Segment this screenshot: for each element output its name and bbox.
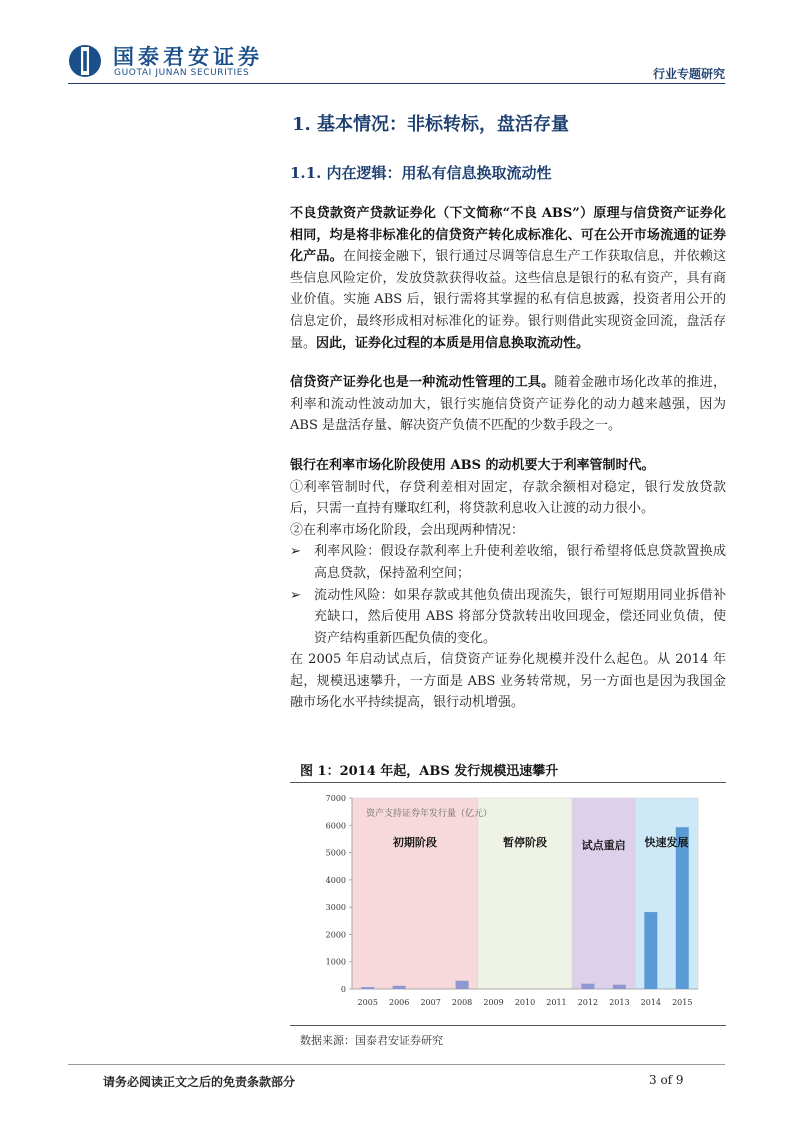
- bar-2012: [581, 984, 594, 989]
- x-tick-label: 2012: [577, 998, 599, 1007]
- paragraph-4: 在 2005 年启动试点后，信贷资产证券化规模并没什么起色。从 2014 年起，规模迅速攀升，一方面是 ABS 业务转常规，另一方面也是因为我国金融市场化水平持续提高，银行动机增强。: [290, 652, 726, 711]
- header-divider: [68, 83, 725, 84]
- bar-2014: [644, 912, 657, 989]
- paragraph-1-conclusion: 因此，证券化过程的本质是用信息换取流动性。: [316, 335, 590, 351]
- phase-label: 暂停阶段: [503, 836, 547, 849]
- x-tick-label: 2007: [420, 998, 441, 1007]
- y-tick-label: 3000: [325, 903, 346, 913]
- x-tick-label: 2009: [483, 998, 504, 1007]
- figure-bottom-rule: [290, 1025, 726, 1026]
- paragraph-1: [290, 203, 726, 354]
- figure-title: 图 1：2014 年起，ABS 发行规模迅速攀升: [300, 764, 559, 779]
- figure-source: 数据来源：国泰君安证券研究: [300, 1034, 443, 1047]
- company-name-cn: 国泰君安证券: [113, 45, 263, 69]
- bullet-item: [290, 541, 726, 584]
- x-tick-label: 2010: [514, 998, 536, 1007]
- abs-issuance-bar-chart: [290, 786, 726, 1022]
- disclaimer-notice: 请务必阅读正文之后的免责条款部分: [103, 1075, 296, 1089]
- phase-label: 初期阶段: [392, 836, 437, 849]
- x-tick-label: 2006: [389, 998, 410, 1007]
- phase-band-3: [572, 798, 635, 989]
- y-tick-label: 5000: [325, 848, 346, 858]
- phase-band-2: [478, 798, 572, 989]
- report-type-label: 行业专题研究: [652, 67, 725, 81]
- bullet-item: [290, 585, 726, 650]
- bar-2015: [676, 827, 689, 989]
- x-tick-label: 2005: [357, 998, 378, 1007]
- paragraph-3-heading: [290, 455, 726, 477]
- bar-2008: [456, 981, 469, 989]
- guotai-junan-logo-icon: [68, 44, 102, 78]
- paragraph-3-item-1: ①利率管制时代，存贷利差相对固定，存款余额相对稳定，银行发放贷款后，只需一直持有赚取红利，将贷款利息收入让渡的动力很小。: [290, 479, 726, 517]
- bullet-text-liquidity-risk: 流动性风险：如果存款或其他负债出现流失，银行可短期用同业拆借补充缺口，然后使用 ABS 将部分贷款转出收回现金，偿还同业负债，使资产结构重新匹配负债的变化。: [314, 587, 726, 646]
- paragraph-2-body: 随着金融市场化改革的推进，利率和流动性波动加大，银行实施信贷资产证券化的动力越来越强，因为 ABS 是盘活存量、解决资产负债不匹配的少数手段之一。: [290, 375, 726, 434]
- paragraph-1-body: 在间接金融下，银行通过尽调等信息生产工作获取信息，并依赖这些信息风险定价，发放贷款获得收益。这些信息是银行的私有资产，具有商业价值。实施 ABS 后，银行需将其掌握的私有信息披露，投资者用公开的信息定价，最终形成相对标准化的证券。银行则借此实现资金回流，盘活存量。: [290, 249, 726, 351]
- bullet-text-interest-risk: 利率风险：假设存款利率上升使利差收缩，银行希望将低息贷款置换成高息贷款，保持盈利空间；: [314, 544, 726, 581]
- paragraph-1-lead: 不良贷款资产贷款证券化（下文简称“不良 ABS”）原理与信贷资产证券化相同，均是将非标准化的信贷资产转化成标准化、可在公开市场流通的证券化产品。: [290, 206, 726, 265]
- page-header: [0, 0, 793, 86]
- page-number: 3 of 9: [649, 1073, 684, 1087]
- y-tick-label: 1000: [325, 957, 346, 967]
- footer-divider: [68, 1064, 725, 1065]
- main-content: [290, 108, 726, 714]
- bar-2013: [613, 985, 626, 989]
- x-tick-label: 2008: [451, 998, 473, 1007]
- section-heading: 1. 基本情况：非标转标，盘活存量: [292, 114, 570, 135]
- x-tick-label: 2015: [672, 998, 693, 1007]
- figure-top-rule: [290, 782, 726, 783]
- phase-label: 试点重启: [581, 839, 626, 852]
- x-tick-label: 2013: [609, 998, 630, 1007]
- paragraph-2: [290, 372, 726, 437]
- y-tick-label: 4000: [325, 875, 346, 885]
- x-tick-label: 2011: [546, 998, 567, 1007]
- bullet-arrow-icon: ➢: [290, 544, 301, 560]
- company-name-en: GUOTAI JUNAN SECURITIES: [114, 68, 250, 78]
- subsection-heading: 1.1. 内在逻辑：用私有信息换取流动性: [290, 164, 552, 182]
- bar-2005: [361, 987, 374, 989]
- phase-label: 快速发展: [644, 836, 689, 849]
- phase-band-1: [352, 798, 478, 989]
- paragraph-3-lead: 银行在利率市场化阶段使用 ABS 的动机要大于利率管制时代。: [290, 457, 655, 473]
- bar-2006: [393, 986, 406, 989]
- paragraph-3-item-2: ②在利率市场化阶段，会出现两种情况：: [290, 522, 525, 538]
- y-tick-label: 7000: [325, 794, 346, 803]
- y-tick-label: 6000: [325, 821, 346, 831]
- x-tick-label: 2014: [640, 998, 661, 1007]
- paragraph-2-lead: 信贷资产证券化也是一种流动性管理的工具。: [290, 375, 555, 391]
- bullet-arrow-icon: ➢: [290, 587, 301, 603]
- y-tick-label: 2000: [325, 930, 346, 940]
- chart-title: 资产支持证券年发行量（亿元）: [366, 809, 493, 819]
- y-tick-label: 0: [340, 985, 346, 994]
